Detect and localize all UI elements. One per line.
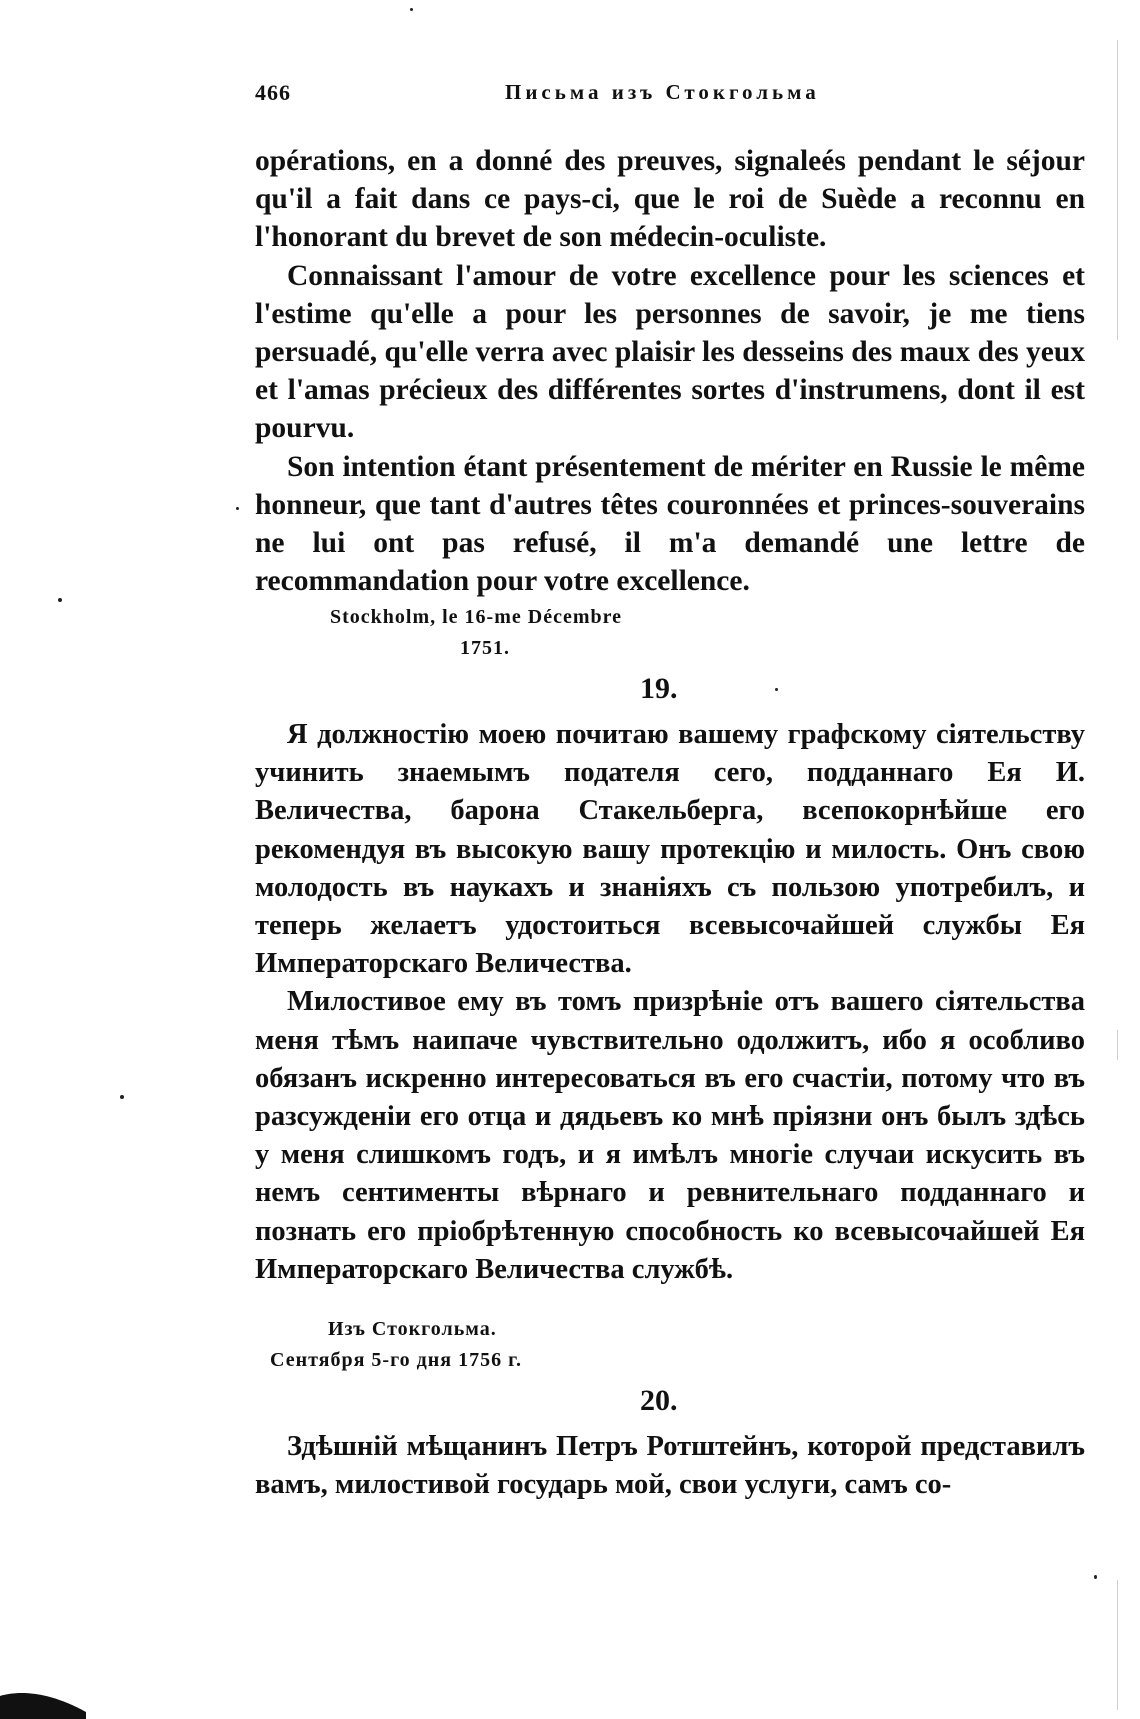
letter-19-place: Изъ Стокгольма.: [328, 1318, 497, 1340]
letter-19-number: 19.: [640, 672, 678, 705]
page-number: 466: [255, 80, 291, 105]
paragraph-19-2: Милостивое ему въ томъ призрѣніе отъ вашего сіятельства меня тѣмъ наипаче чувствительно одолжитъ, ибо я особливо обязанъ искренно интересоваться въ его счастіи, потому что въ разсужденіи его отца и дядьевъ ко мнѣ пріязни онъ былъ здѣсь у меня слишкомъ годъ, и я имѣлъ многіе случаи искусить въ немъ сентименты вѣрнаго и ревнительнаго подданнаго и познать его пріобрѣтенную способность ко всевысочайшей Ея Императорскаго Величества службѣ.: [255, 986, 1085, 1285]
paragraph-18-1: opérations, en a donné des preuves, signaleés pendant le séjour qu'il a fait dans ce pays-ci, que le roi de Suède a reconnu en l'honorant du brevet de son médecin-oculiste.: [255, 145, 1085, 254]
paragraph-20-1: Здѣшній мѣщанинъ Петръ Ротштейнъ, которой представилъ вамъ, милостивой государь мой, свои услуги, самъ со-: [255, 1431, 1085, 1501]
letter-20-body: [255, 1428, 1085, 1504]
letter-18-date-year: 1751.: [460, 637, 510, 659]
corner-scan-mark: [0, 1688, 86, 1719]
letter-19-body: [255, 716, 1085, 1289]
letter-18-tail: [255, 142, 1085, 600]
scan-speck: [236, 507, 239, 510]
scan-speck: [775, 688, 778, 691]
running-title: Письма изъ Стокгольма: [505, 80, 820, 104]
paragraph-19-1: Я должностію моею почитаю вашему графскому сіятельству учинить знаемымъ подателя сего, подданнаго Ея И. Величества, барона Стакельберга, всепокорнѣйше его рекомендуя въ высокую вашу протекцію и милость. Онъ свою молодость въ наукахъ и знаніяхъ съ пользою употребилъ, и теперь желаетъ удостоиться всевысочайшей службы Ея Императорскаго Величества.: [255, 719, 1085, 980]
letter-20-number: 20.: [640, 1384, 678, 1417]
page-edge-shadow: [1117, 1030, 1118, 1060]
letter-18-date-place: Stockholm, le 16-me Décembre: [330, 606, 623, 628]
paragraph-18-2: Connaissant l'amour de votre excellence pour les sciences et l'estime qu'elle a pour les personnes de savoir, je me tiens persuadé, qu'elle verra avec plaisir les desseins des maux des yeux et l'amas précieux des différentes sortes d'instrumens, dont il est pourvu.: [255, 259, 1085, 445]
page-edge-shadow: [1117, 1580, 1118, 1710]
scan-speck: [410, 8, 413, 11]
paragraph-18-3: Son intention étant présentement de mériter en Russie le même honneur, que tant d'autres têtes couronnées et princes-souverains ne lui ont pas refusé, il m'a demandé une lettre de recommandation pour votre excellence.: [255, 450, 1085, 598]
letter-19-date: Сентября 5-го дня 1756 г.: [270, 1349, 522, 1371]
scan-speck: [58, 598, 62, 602]
page-header: [255, 80, 1085, 110]
page-edge-shadow: [1117, 40, 1118, 340]
scan-speck: [120, 1095, 124, 1099]
scan-speck: [1094, 1575, 1097, 1579]
